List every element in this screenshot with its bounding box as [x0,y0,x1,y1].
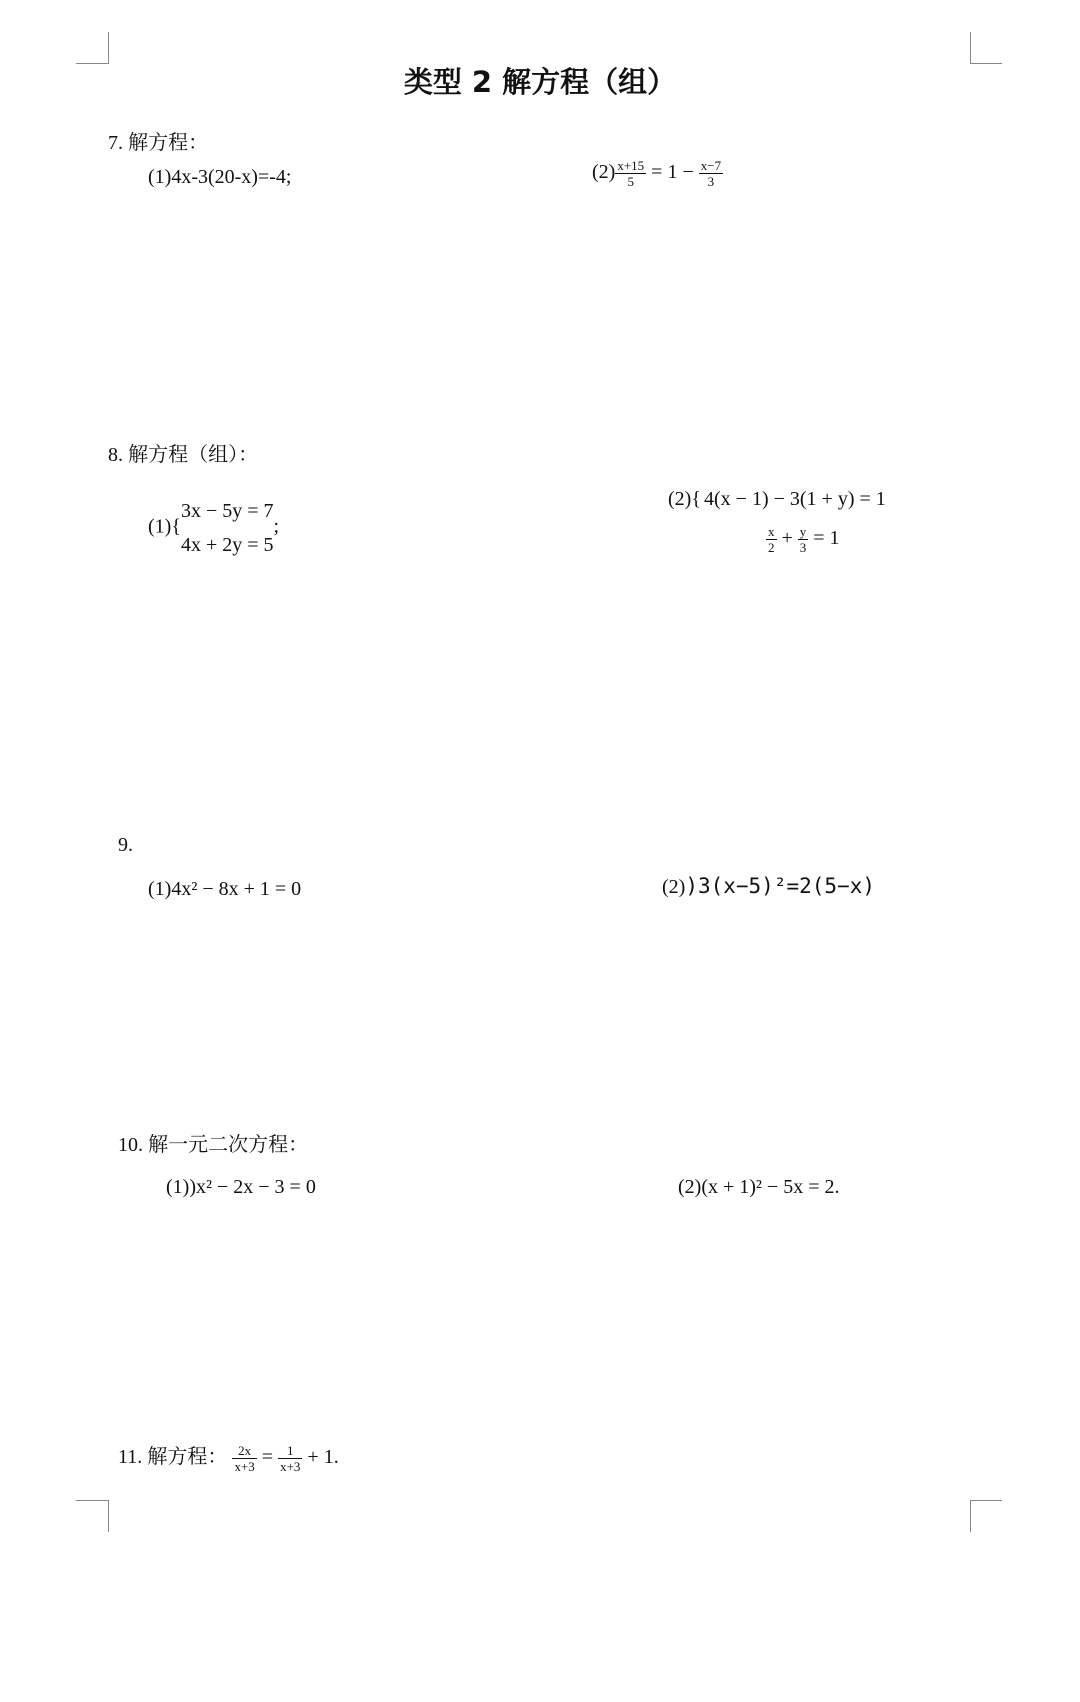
fraction [798,524,809,555]
equation [232,1442,339,1474]
equation-end: + 1. [307,1446,339,1468]
q8-part-2 [668,488,701,511]
fraction [699,158,723,189]
question-text: 解方程： [128,130,209,154]
equation-1: 3x − 5y = 7 [180,500,274,522]
numerator: x [768,524,775,539]
q9-part-2 [662,874,875,899]
question-text: 解一元二次方程： [148,1132,309,1156]
part-label: (1) [148,515,172,538]
denominator: x+3 [280,1458,301,1474]
numerator: x−7 [700,158,722,173]
q9-part-1: (1)4x² − 8x + 1 = 0 [148,878,302,900]
part-label: (2) [592,161,616,184]
question-8-heading [108,438,258,467]
question-text: 解方程（组）： [128,442,259,466]
question-10-heading [118,1128,308,1157]
question-number: 11. [118,1446,143,1468]
denominator: 2 [768,540,775,555]
fraction [766,524,777,555]
question-text: 解方程： [147,1444,228,1468]
fraction [278,1443,302,1474]
part-label: (2) [668,488,692,510]
question-11 [118,1440,339,1474]
equation-system [181,494,274,562]
question-9-number: 9. [118,834,133,856]
equation-middle: = 1 − [651,161,694,184]
punctuation: ; [273,515,280,538]
fraction [615,158,646,189]
q7-part-2 [592,158,723,189]
numerator: 1 [278,1443,302,1459]
denominator: 5 [627,174,634,189]
denominator: x+3 [234,1458,255,1474]
handwritten-equation: )3(x−5)²=2(5−x) [685,874,875,898]
q8-part-2-eq2 [766,524,840,555]
plus-sign: + [781,527,793,550]
fraction [232,1443,256,1474]
denominator: 3 [707,174,715,189]
question-number: 8. [108,444,123,466]
equation-2: 4x + 2y = 5 [180,534,274,556]
crop-mark-bottom-right [970,1500,1002,1532]
brace-symbol: { [171,515,181,538]
denominator: 3 [799,540,807,555]
q10-part-2: (2)(x + 1)² − 5x = 2. [678,1176,840,1198]
question-7-heading [108,126,208,155]
crop-mark-bottom-left [76,1500,108,1532]
question-number: 10. [118,1134,143,1156]
part-label: (2) [662,876,686,898]
q10-part-1: (1))x² − 2x − 3 = 0 [166,1176,316,1198]
q8-part-2-eq1: 4(x − 1) − 3(1 + y) = 1 [704,488,886,510]
page-title: 类型 2 解方程（组） [403,65,677,99]
question-number: 7. [108,132,123,154]
equals-sign: = [261,1446,274,1468]
q7-part-1: (1)4x-3(20-x)=-4; [148,166,292,188]
numerator: x+15 [617,158,645,173]
brace-symbol: { [691,488,701,510]
numerator: 2x [232,1443,256,1459]
q8-part-1 [148,494,279,562]
equation-end: = 1 [813,527,840,550]
numerator: y [799,524,807,539]
